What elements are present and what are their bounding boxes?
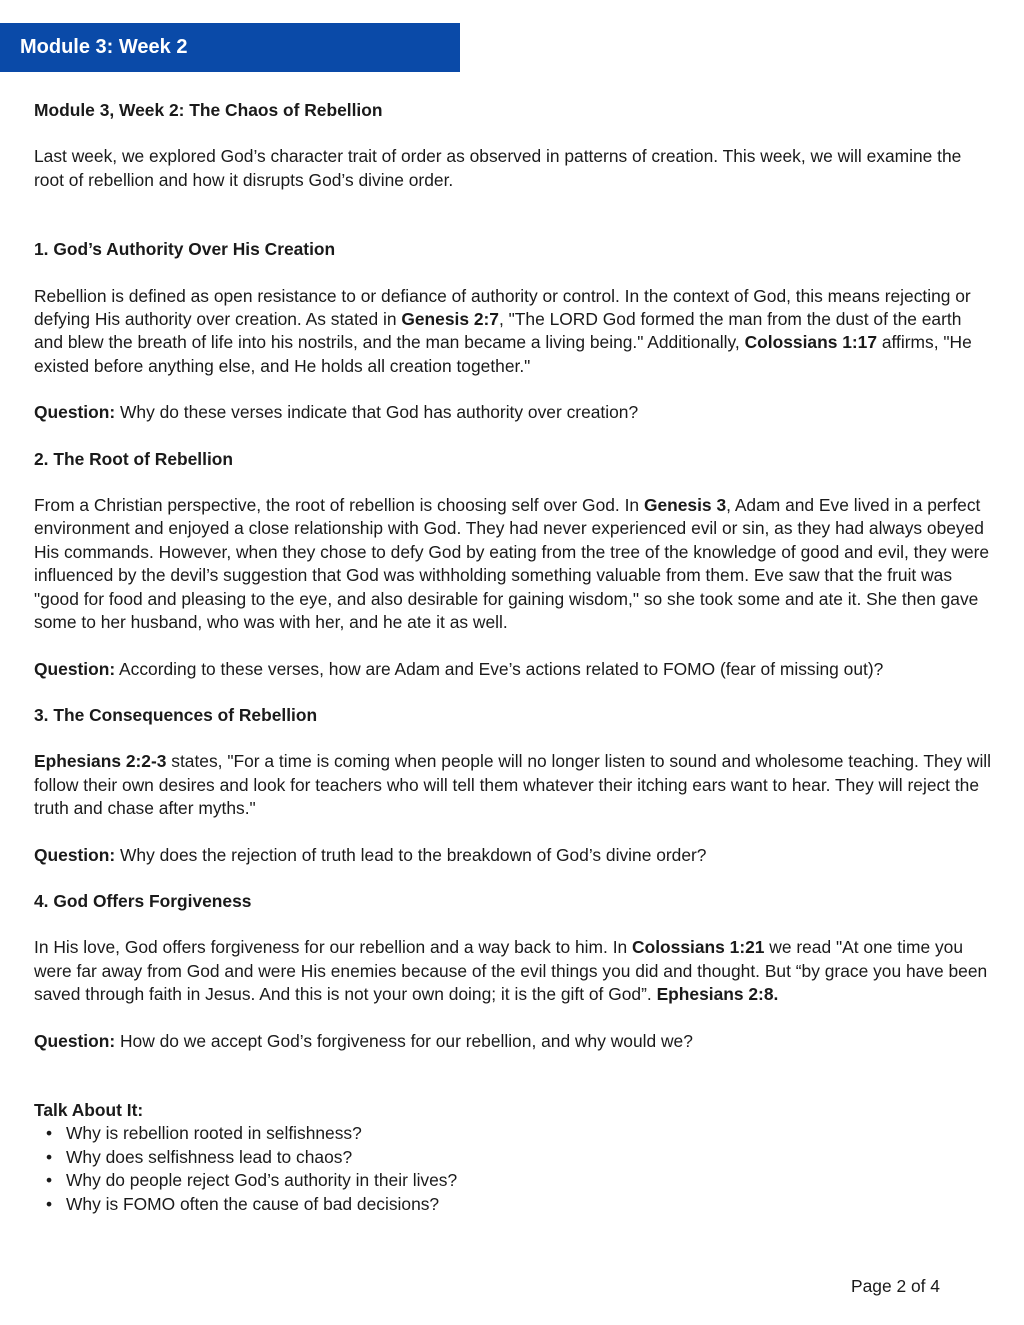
bullet-icon: • xyxy=(46,1193,53,1214)
question-authority xyxy=(34,401,994,424)
bullet-icon: • xyxy=(46,1170,53,1191)
question-text: According to these verses, how are Adam and Eve’s actions related to FOMO (fear of missing out)? xyxy=(115,658,884,679)
list-item xyxy=(46,1193,994,1216)
list-item-text: Why do people reject God’s authority in their lives? xyxy=(66,1170,458,1191)
question-root xyxy=(34,658,994,681)
bullet-icon: • xyxy=(46,1123,53,1144)
question-label: Question: xyxy=(34,402,116,423)
body-text: , Adam and Eve lived in a perfect environment and enjoyed a close relationship with God. They had never experienced evil or sin, as they had always obeyed His commands. However, when they chose to defy God by eating from the tree of the knowledge of good and evil, they were influenced by the devil’s suggestion that God was withholding something valuable from them. Eve saw that the fruit was "good for food and pleasing to the eye, and also desirable for gaining wisdom," so she took some and ate it. She then gave some to her husband, who was with her, and he ate it as well. xyxy=(34,495,990,633)
section-heading-root: 2. The Root of Rebellion xyxy=(34,448,234,469)
section-body-forgiveness xyxy=(34,936,994,1006)
list-item-text: Why is rebellion rooted in selfishness? xyxy=(66,1123,362,1144)
scripture-reference: Ephesians 2:2-3 xyxy=(34,751,167,772)
body-text: , "The LORD God formed the man from the dust of the earth and blew the breath of life into his nostrils, and the man became a living being." Additionally, xyxy=(34,309,962,353)
scripture-reference: Ephesians 2:8. xyxy=(656,984,779,1005)
question-label: Question: xyxy=(34,658,116,679)
question-label: Question: xyxy=(34,844,116,865)
question-text: Why do these verses indicate that God has authority over creation? xyxy=(115,402,639,423)
body-text: Rebellion is defined as open resistance to or defiance of authority or control. In the context of God, this means rejecting or defying His authority over creation. As stated in xyxy=(34,285,971,330)
scripture-reference: Genesis 2:7 xyxy=(401,309,499,330)
section-body-authority xyxy=(34,285,994,379)
body-text: we read "At one time you were far away from God and were His enemies because of the evil things you did and thought. But “by grace you have been saved through faith in Jesus. And this is not your own doing; it is the gift of God”. xyxy=(34,937,988,1005)
list-item xyxy=(46,1169,994,1192)
body-text: affirms, "He existed before anything else, and He holds all creation together." xyxy=(34,332,972,376)
talk-about-it-list xyxy=(34,1122,994,1216)
section-body-root xyxy=(34,494,994,634)
module-banner-label: Module 3: Week 2 xyxy=(20,35,188,58)
list-item-text: Why does selfishness lead to chaos? xyxy=(66,1146,353,1167)
scripture-reference: Genesis 3 xyxy=(643,495,727,516)
page-number: Page 2 of 4 xyxy=(851,1276,940,1296)
bullet-icon: • xyxy=(46,1146,53,1167)
question-text: How do we accept God’s forgiveness for our rebellion, and why would we? xyxy=(115,1030,693,1051)
scripture-reference: Colossians 1:17 xyxy=(744,332,878,353)
list-item xyxy=(46,1146,994,1169)
list-item-text: Why is FOMO often the cause of bad decisions? xyxy=(66,1193,440,1214)
question-text: Why does the rejection of truth lead to the breakdown of God’s divine order? xyxy=(115,844,707,865)
body-text: states, "For a time is coming when people will no longer listen to sound and wholesome teaching. They will follow their own desires and look for teachers who will tell them whatever their itching ears want to hear. They will reject the truth and chase after myths." xyxy=(34,751,992,819)
question-forgiveness xyxy=(34,1030,994,1053)
list-item xyxy=(46,1122,994,1145)
talk-about-it-heading: Talk About It: xyxy=(34,1099,144,1120)
section-heading-consequences: 3. The Consequences of Rebellion xyxy=(34,704,318,725)
body-text: From a Christian perspective, the root of rebellion is choosing self over God. In xyxy=(34,495,644,516)
scripture-reference: Colossians 1:21 xyxy=(632,937,765,958)
document-body xyxy=(34,99,994,1216)
question-label: Question: xyxy=(34,1030,116,1051)
section-heading-authority: 1. God’s Authority Over His Creation xyxy=(34,239,336,260)
page-title: Module 3, Week 2: The Chaos of Rebellion xyxy=(34,100,383,120)
module-banner xyxy=(0,23,460,72)
section-heading-forgiveness: 4. God Offers Forgiveness xyxy=(34,890,252,911)
body-text: In His love, God offers forgiveness for our rebellion and a way back to him. In xyxy=(34,937,633,958)
section-body-consequences xyxy=(34,750,994,820)
question-consequences xyxy=(34,844,994,867)
intro-paragraph: Last week, we explored God’s character trait of order as observed in patterns of creation. This week, we will examine the root of rebellion and how it disrupts God’s divine order. xyxy=(34,146,962,190)
